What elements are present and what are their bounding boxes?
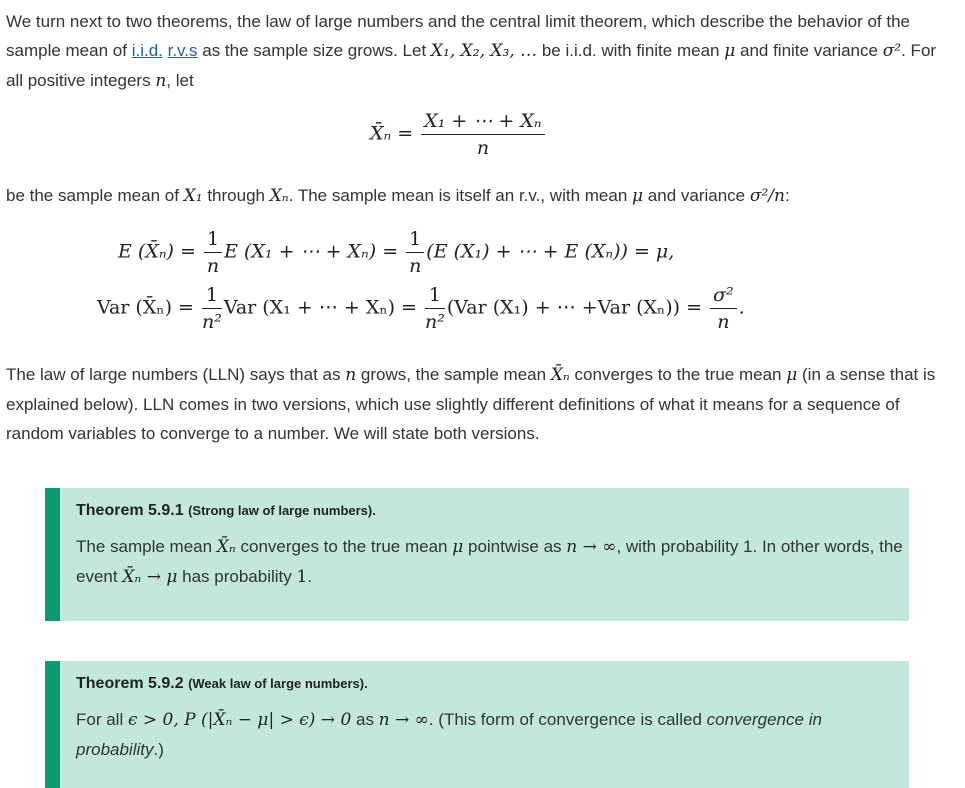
intro-text: as the sample size grows. Let [197,41,431,60]
theorem-number: Theorem 5.9.2 [76,675,184,692]
body-text: converges to the true mean [569,365,787,384]
one-over-n-squared-fraction [202,284,222,333]
theorem-text: , with probability 1. In other words, the event [76,537,903,586]
one-over-n-fraction [204,228,222,277]
theorem-statement [76,705,906,764]
one-math: 1 [296,567,308,587]
mu-math: μ [786,365,798,385]
limit-math: n → ∞ [566,537,617,557]
convergence-term: convergence in probability [76,710,822,759]
body-text: (in a sense that is explained below). LLN comes in two versions, which use slightly different definitions of what it means for a sequence of random variables to converge to a number. We will state both versions. [6,365,936,443]
fraction-numerator: σ² [710,284,737,309]
intro-text: . For all positive integers [6,41,937,90]
sample-mean-fraction [421,110,544,159]
theorem-text: For all [76,710,128,729]
sample-mean-lhs: X̄ₙ [370,122,392,145]
body-text: The law of large numbers (LLN) says that as [6,365,346,384]
fraction-denominator: n [409,255,422,277]
fraction-denominator: n² [202,311,222,333]
theorem-text: . [307,567,313,586]
fraction-denominator: n² [425,311,445,333]
fraction-denominator: n [476,137,490,159]
theorem-box-weak-lln [45,661,909,788]
theorem-title [76,675,368,693]
theorem-text: converges to the true mean [235,537,453,556]
xn-math: Xₙ [269,186,289,206]
n-math: n [155,71,167,91]
theorem-text: pointwise as [463,537,567,556]
lln-paragraph [6,360,956,448]
mu-math: μ [632,186,644,206]
theorem-statement [76,532,906,592]
intro-text: and finite variance [735,41,883,60]
variance-middle: Var (X₁ + ⋯ + Xₙ) = [223,296,417,319]
intro-text: be i.i.d. with finite mean [537,41,725,60]
one-over-n-fraction [406,228,424,277]
body-text: and variance [643,186,750,205]
x1-math: X₁ [183,186,203,206]
fraction-numerator: X₁ + ⋯ + Xₙ [421,110,544,135]
theorem-number: Theorem 5.9.1 [76,502,184,519]
variance-rhs: (Var (X₁) + ⋯ +Var (Xₙ)) = [446,296,703,319]
limit-math: n → ∞ [378,710,429,730]
intro-text: , let [166,71,194,90]
body-text: be the sample mean of [6,186,184,205]
condition-math: ϵ > 0, P (|X̄ₙ − μ| > ϵ) → 0 [127,710,352,730]
iid-link[interactable]: i.i.d. [131,41,163,60]
equals-sign: = [397,122,414,145]
theorem-text: as [351,710,379,729]
period: . [738,296,745,319]
intro-text: We turn next to two theorems, the law of large numbers and the central limit theorem, which describe the behavior of the sample mean of [6,12,910,60]
body-text: grows, the sample mean [356,365,551,384]
sequence-math: X₁, X₂, X₃, … [430,41,538,61]
sample-mean-paragraph [6,181,956,211]
intro-paragraph [6,7,956,96]
body-text: through [202,186,270,205]
sigma-squared-over-n-fraction [710,284,737,333]
expectation-middle: E (X₁ + ⋯ + Xₙ) = [224,240,399,263]
variance-lhs: Var (X̄ₙ) = [97,296,194,319]
event-math: X̄ₙ → μ [122,567,178,587]
one-over-n-squared-fraction [425,284,445,333]
variance-expr-math: σ²/n [749,186,785,206]
fraction-denominator: n [717,311,730,333]
fraction-numerator: 1 [204,228,222,253]
expectation-lhs: E (X̄ₙ) = [118,240,196,263]
theorem-text: . (This form of convergence is called [428,710,707,729]
theorem-box-strong-lln [45,488,909,621]
n-math: n [345,365,357,385]
theorem-name: (Weak law of large numbers). [188,676,368,691]
body-text: . The sample mean is itself an r.v., with mean [288,186,632,205]
mu-math: μ [724,41,736,61]
theorem-text: The sample mean [76,537,217,556]
fraction-numerator: 1 [406,228,424,253]
theorem-text: .) [153,740,164,759]
mu-math: μ [452,537,464,557]
fraction-numerator: 1 [425,284,445,309]
theorem-text: has probability [177,567,297,586]
sample-mean-equation [370,110,547,159]
rvs-link[interactable]: r.v.s [167,41,198,60]
theorem-title [76,502,376,520]
theorem-name: (Strong law of large numbers). [188,503,376,518]
sample-mean-math: X̄ₙ [216,537,236,557]
variance-equation [97,284,745,333]
body-text: : [784,186,790,205]
sample-mean-math: X̄ₙ [550,365,570,385]
fraction-denominator: n [206,255,220,277]
sigma-squared-math: σ² [882,41,902,61]
expectation-rhs: (E (X₁) + ⋯ + E (Xₙ)) = μ, [426,240,675,263]
fraction-numerator: 1 [202,284,222,309]
expectation-equation [118,228,674,277]
